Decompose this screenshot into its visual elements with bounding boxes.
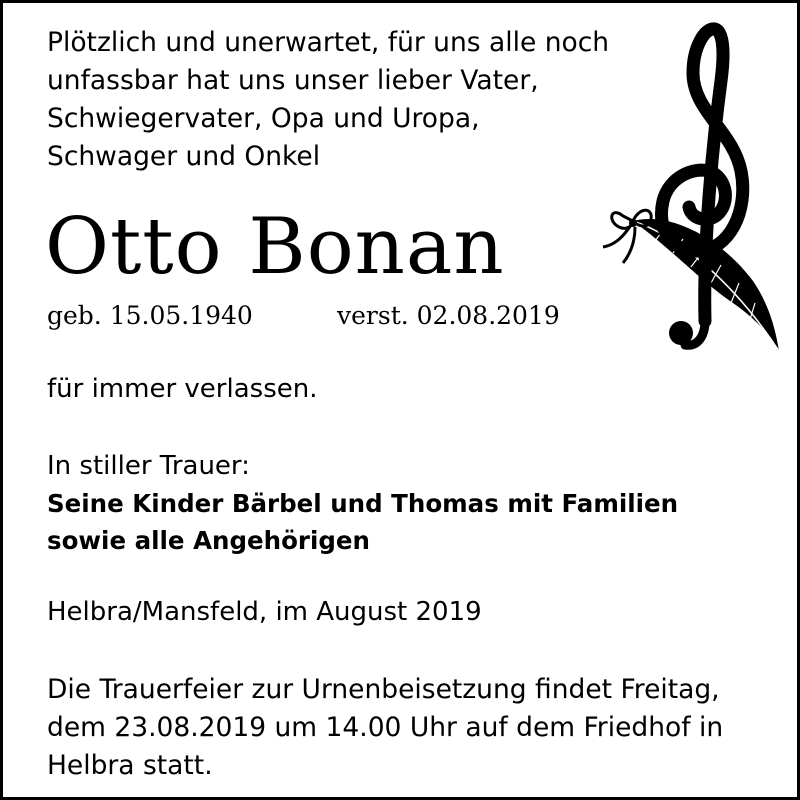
- service-line: Helbra statt.: [47, 750, 213, 781]
- mourners-list: [47, 485, 678, 559]
- place-date: Helbra/Mansfeld, im August 2019: [47, 597, 482, 627]
- mourners-line: sowie alle Angehörigen: [47, 526, 370, 555]
- intro-line: unfassbar hat uns unser lieber Vater,: [47, 65, 539, 96]
- deceased-name: Otto Bonan: [45, 202, 505, 292]
- service-line: Die Trauerfeier zur Urnenbeisetzung findet Freitag,: [47, 674, 720, 705]
- death-date: verst. 02.08.2019: [337, 301, 560, 330]
- intro-line: Schwiegervater, Opa und Uropa,: [47, 103, 480, 134]
- treble-clef-with-feather-icon: [593, 21, 793, 361]
- intro-line: Plötzlich und unerwartet, für uns alle noch: [47, 27, 610, 58]
- funeral-service-info: [47, 671, 723, 785]
- life-dates: [47, 299, 560, 333]
- ribbon-bow-icon: [603, 210, 651, 263]
- mourners-line: Seine Kinder Bärbel und Thomas mit Familien: [47, 489, 679, 518]
- birth-date: geb. 15.05.1940: [47, 301, 253, 330]
- passed-away-text: für immer verlassen.: [47, 374, 318, 404]
- intro-line: Schwager und Onkel: [47, 141, 321, 172]
- service-line: dem 23.08.2019 um 14.00 Uhr auf dem Friedhof in: [47, 712, 724, 743]
- mourning-heading: In stiller Trauer:: [47, 451, 250, 481]
- intro-text: [47, 24, 609, 176]
